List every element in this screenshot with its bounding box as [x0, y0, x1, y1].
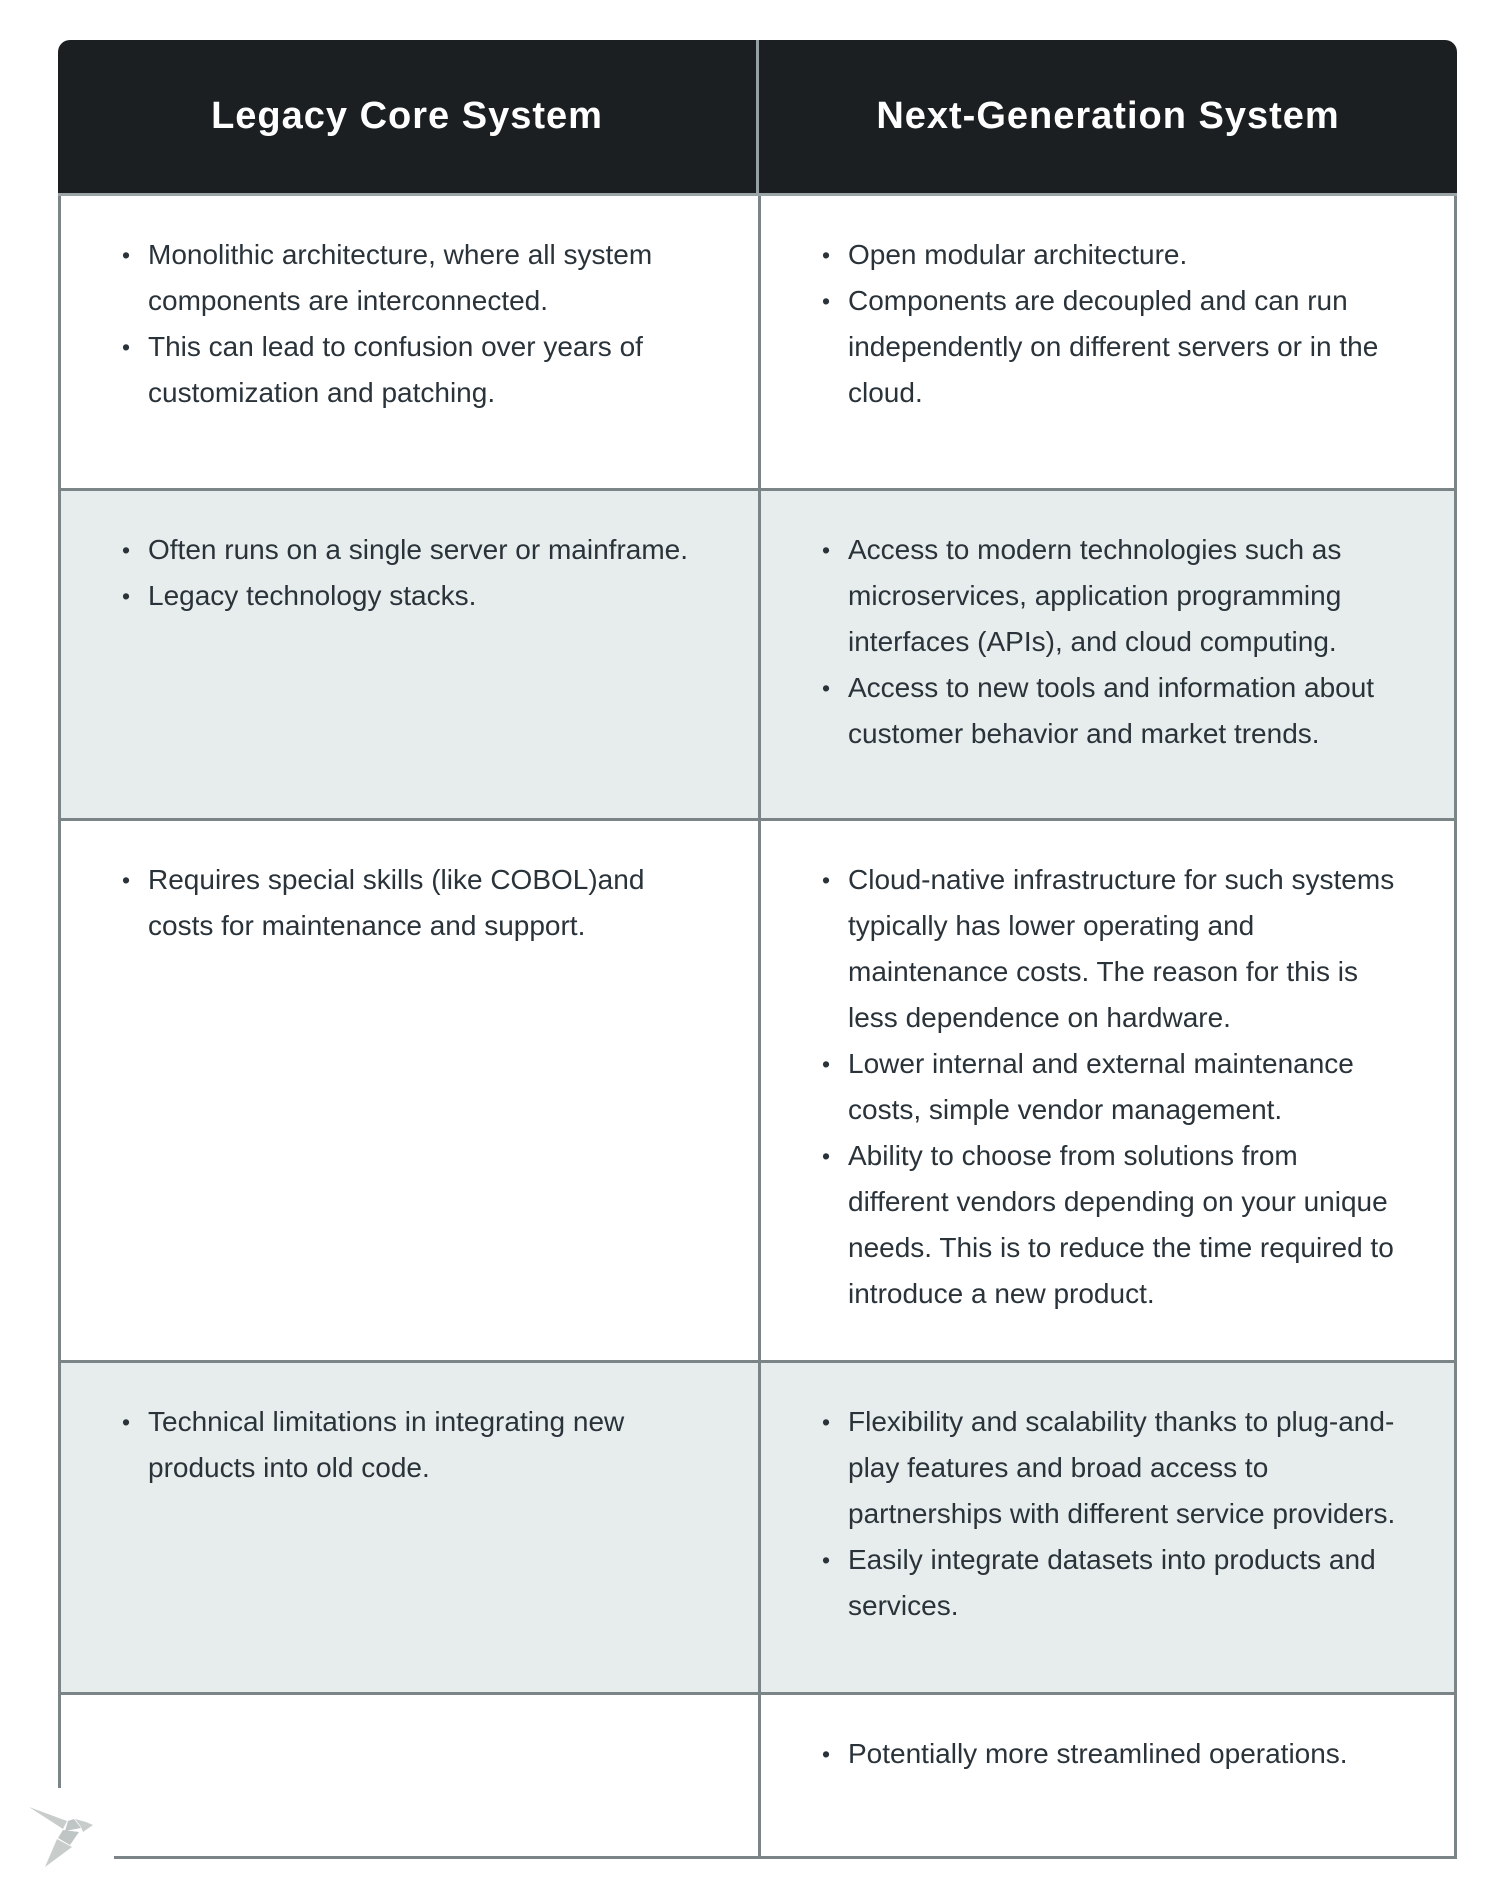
- bullet-icon: •: [822, 1409, 831, 1435]
- bullet-list: [821, 857, 1406, 1317]
- bullet-item: [121, 857, 703, 949]
- bullet-text: Potentially more streamlined operations.: [848, 1738, 1348, 1769]
- header-cell-nextgen: [759, 40, 1457, 193]
- bullet-icon: •: [122, 242, 131, 268]
- bullet-list: [821, 1731, 1406, 1777]
- table-cell-nextgen: [758, 1695, 1454, 1856]
- table-row: [61, 1360, 1454, 1692]
- bullet-icon: •: [822, 1143, 831, 1169]
- table-cell-legacy: [61, 1363, 758, 1692]
- comparison-table: [58, 40, 1457, 1859]
- table-cell-nextgen: [758, 491, 1454, 818]
- bullet-text: Ability to choose from solutions from different vendors depending on your unique needs. This is to reduce the time required to introduce a new product.: [848, 1140, 1394, 1309]
- table-cell-legacy: [61, 196, 758, 488]
- bullet-list: [821, 1399, 1406, 1629]
- bullet-item: [121, 232, 703, 324]
- bullet-text: Open modular architecture.: [848, 239, 1188, 270]
- bullet-icon: •: [822, 288, 831, 314]
- bullet-list: [821, 527, 1406, 757]
- bullet-text: Technical limitations in integrating new products into old code.: [148, 1406, 625, 1483]
- bullet-icon: •: [122, 583, 131, 609]
- bullet-item: [821, 1133, 1406, 1317]
- bullet-icon: •: [122, 867, 131, 893]
- table-cell-legacy: [61, 491, 758, 818]
- bullet-list: [121, 527, 703, 619]
- origami-bird-logo: [28, 1806, 104, 1868]
- bullet-text: Cloud-native infrastructure for such systems typically has lower operating and maintenance costs. The reason for this is less dependence on hardware.: [848, 864, 1395, 1033]
- bullet-list: [821, 232, 1406, 416]
- bullet-item: [821, 1731, 1406, 1777]
- header-cell-legacy: [58, 40, 756, 193]
- bullet-item: [821, 232, 1406, 278]
- table-cell-legacy: [61, 821, 758, 1360]
- bullet-text: Access to new tools and information about customer behavior and market trends.: [848, 672, 1375, 749]
- bullet-list: [121, 1399, 703, 1491]
- bullet-item: [821, 1399, 1406, 1537]
- bullet-text: Requires special skills (like COBOL)and costs for maintenance and support.: [148, 864, 645, 941]
- bullet-item: [821, 1537, 1406, 1629]
- table-cell-legacy: [61, 1695, 758, 1856]
- bullet-item: [821, 1041, 1406, 1133]
- bullet-icon: •: [122, 334, 131, 360]
- bullet-item: [821, 857, 1406, 1041]
- bullet-item: [821, 278, 1406, 416]
- table-row: [61, 196, 1454, 488]
- bullet-text: Access to modern technologies such as microservices, application programming interfaces (APIs), and cloud computing.: [848, 534, 1342, 657]
- bullet-text: This can lead to confusion over years of customization and patching.: [148, 331, 643, 408]
- bullet-item: [121, 324, 703, 416]
- bullet-item: [821, 527, 1406, 665]
- bullet-icon: •: [822, 1547, 831, 1573]
- bullet-item: [121, 573, 703, 619]
- bullet-text: Often runs on a single server or mainframe.: [148, 534, 689, 565]
- bullet-icon: •: [822, 867, 831, 893]
- table-header-row: [58, 40, 1457, 196]
- header-label-nextgen: Next-Generation System: [876, 95, 1340, 137]
- table-cell-nextgen: [758, 821, 1454, 1360]
- bullet-text: Flexibility and scalability thanks to plug-and-play features and broad access to partnerships with different service providers.: [848, 1406, 1396, 1529]
- table-cell-nextgen: [758, 1363, 1454, 1692]
- table-row: [61, 488, 1454, 818]
- bullet-item: [121, 527, 703, 573]
- bullet-text: Easily integrate datasets into products and services.: [848, 1544, 1376, 1621]
- bullet-list: [121, 857, 703, 949]
- bullet-icon: •: [822, 242, 831, 268]
- bullet-icon: •: [822, 1051, 831, 1077]
- bullet-list: [121, 232, 703, 416]
- bullet-text: Components are decoupled and can run independently on different servers or in the cloud.: [848, 285, 1379, 408]
- bullet-icon: •: [822, 537, 831, 563]
- bullet-item: [121, 1399, 703, 1491]
- bullet-icon: •: [122, 537, 131, 563]
- bullet-item: [821, 665, 1406, 757]
- bullet-icon: •: [122, 1409, 131, 1435]
- table-row: [61, 1692, 1454, 1856]
- bullet-text: Legacy technology stacks.: [148, 580, 477, 611]
- header-label-legacy: Legacy Core System: [211, 95, 603, 137]
- table-cell-nextgen: [758, 196, 1454, 488]
- bullet-text: Monolithic architecture, where all system components are interconnected.: [148, 239, 653, 316]
- table-body: [58, 196, 1457, 1859]
- bullet-icon: •: [822, 675, 831, 701]
- bullet-icon: •: [822, 1741, 831, 1767]
- bullet-text: Lower internal and external maintenance costs, simple vendor management.: [848, 1048, 1354, 1125]
- table-row: [61, 818, 1454, 1360]
